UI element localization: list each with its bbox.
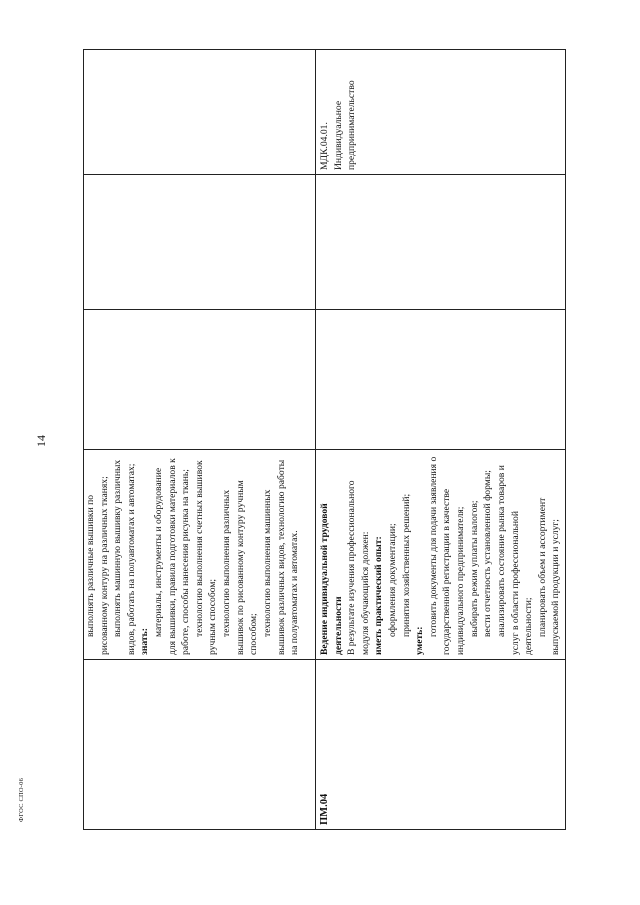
content-line: иметь практический опыт:: [373, 536, 385, 655]
empty-cell: [316, 310, 566, 450]
content-line: анализировать состояние рынка товаров и услуг в области профессиональной деятельности;: [495, 465, 535, 655]
content-line: готовить документы для подачи заявления о государственной регистрации в качестве индивидуального предпринимателя;: [427, 456, 467, 655]
content-line: материалы, инструменты и оборудование для вышивки, правила подготовки материалов к работе, способы нанесения рисунка на ткань;: [153, 458, 192, 655]
content-line: выбирать режим уплаты налогов;: [468, 500, 480, 637]
content-list: [84, 454, 302, 655]
content-line: технологию выполнения машинных вышивок различных видов, технологию работы на полуавтоматах и автоматах.: [261, 459, 301, 655]
content-list: [318, 454, 563, 655]
module-cell: [316, 660, 566, 830]
empty-cell: [84, 175, 316, 310]
content-line: знать:: [139, 628, 151, 655]
page-number: 14: [34, 435, 48, 447]
discipline-cell: [84, 50, 316, 175]
table-row: [84, 50, 316, 830]
content-line: уметь:: [414, 626, 426, 655]
competency-table: [83, 49, 566, 830]
empty-cell: [84, 310, 316, 450]
content-line: выполнять различные вышивки по рисованному контуру на различных тканях;: [85, 476, 110, 655]
module-code: ПМ.04: [319, 793, 330, 825]
content-line: планировать объем и ассортимент выпускаемой продукции и услуг;: [536, 497, 562, 655]
content-cell: [316, 450, 566, 660]
content-line: В результате изучения профессионального модуля обучающийся должен:: [346, 480, 371, 655]
content-line: технологию выполнения счетных вышивок ручным способом;: [193, 460, 219, 655]
empty-cell: [316, 175, 566, 310]
table-row: [316, 50, 566, 830]
discipline-cell: МДК.04.01. Индивидуальное предпринимательство: [316, 50, 566, 175]
rotated-table-wrapper: [83, 50, 562, 830]
footer-code: ФГОС СПО-06: [18, 777, 25, 822]
content-line: вести отчетность установленной формы;: [482, 470, 494, 637]
content-line: выполнять машинную вышивку различных видов, работать на полуавтоматах и автоматах;: [112, 459, 137, 655]
content-line: оформления документации;: [387, 523, 399, 637]
module-cell: [84, 660, 316, 830]
content-line: технологию выполнения различных вышивок по рисованному контуру ручным способом;: [221, 480, 260, 655]
content-line: Ведение индивидуальной трудовой деятельности: [319, 503, 344, 655]
content-line: принятия хозяйственных решений;: [400, 493, 412, 637]
content-cell: [84, 450, 316, 660]
